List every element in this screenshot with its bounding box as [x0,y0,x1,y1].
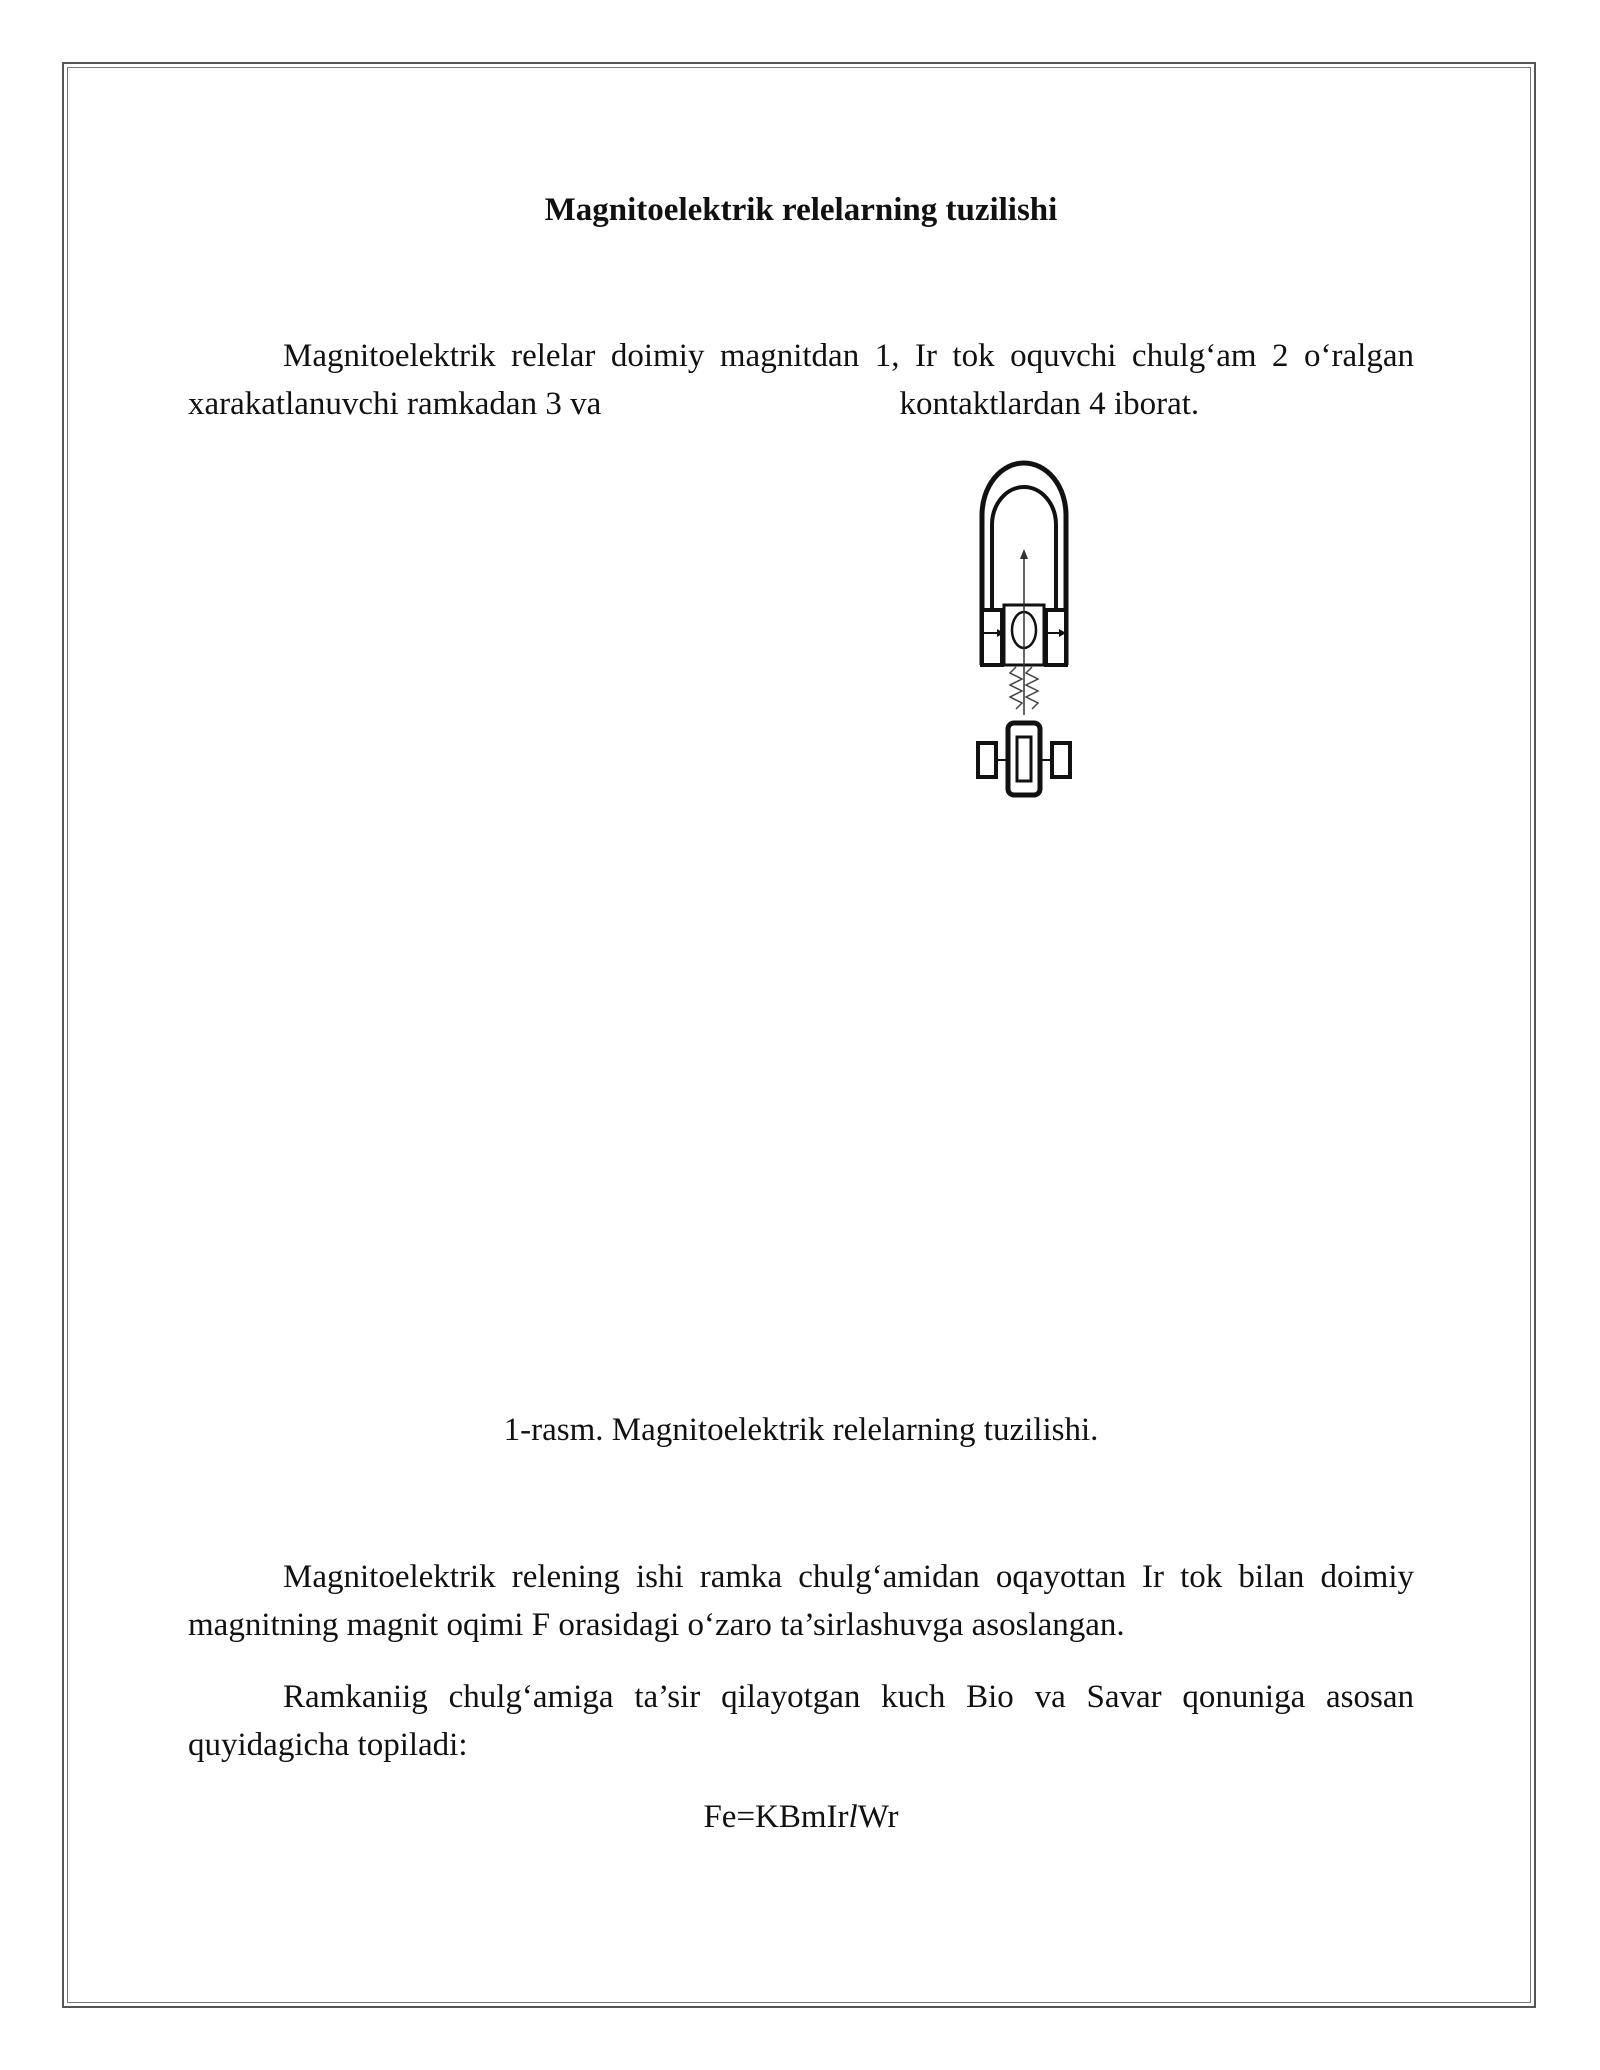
intro-paragraph-part2: kontaktlardan 4 iborat. [899,386,1200,422]
force-paragraph: Ramkaniig chulg‘amiga ta’sir qilayotgan kuch Bio va Savar qonuniga asosan quyidagicha topiladi: [188,1679,1414,1763]
page-title: Magnitoelektrik relelarning tuzilishi [544,192,1058,228]
force-formula: Fe=KBmIrlWr [703,1799,899,1835]
relay-diagram [970,455,1080,805]
figure-caption: 1-rasm. Magnitoelektrik relelarning tuzilishi. [503,1412,1099,1448]
intro-paragraph [188,332,1414,428]
principle-paragraph: Magnitoelektrik relening ishi ramka chulg‘amidan oqayottan Ir tok bilan doimiy magnitning magnit oqimi F orasidagi o‘zaro ta’sirlashuvga asoslangan. [188,1559,1414,1643]
document-body-lower [188,1553,1414,1841]
intro-paragraph-part1: Magnitoelektrik relelar doimiy magnitdan 1, Ir tok oquvchi chulg‘am 2 o‘ralgan xarakatlanuvchi ramkadan 3 va [188,338,1414,422]
document-body [188,186,1414,428]
